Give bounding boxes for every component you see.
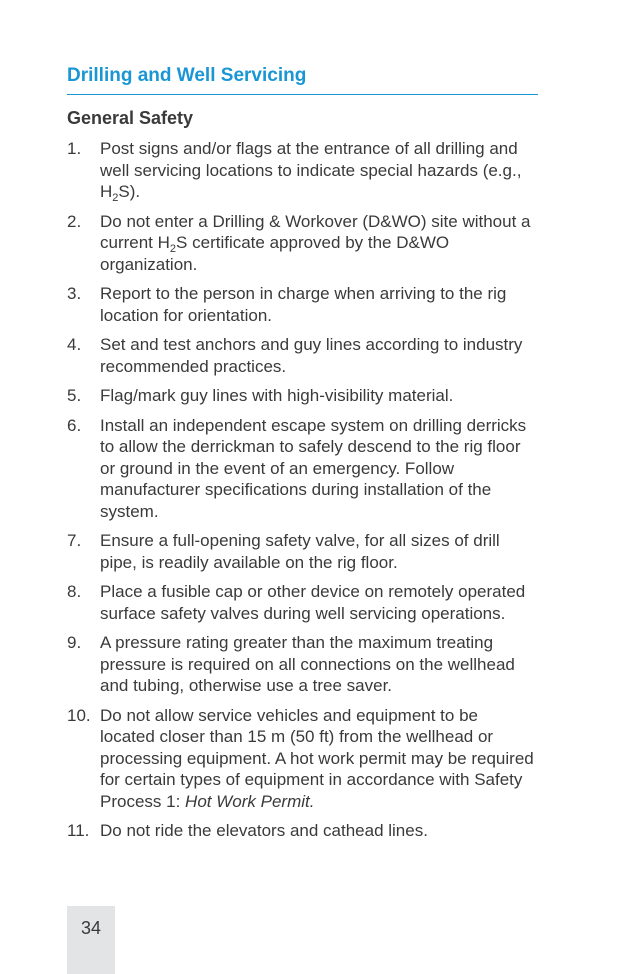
text-run: Place a fusible cap or other device on remotely operated surface safety valves during well servicing operations. — [100, 582, 526, 623]
page-tab — [67, 906, 115, 974]
text-run: S). — [118, 182, 141, 201]
list-item — [67, 581, 537, 624]
text-run: Do not ride the elevators and cathead lines. — [100, 821, 428, 840]
list-item-number: 2. — [67, 211, 82, 231]
list-item-number: 3. — [67, 284, 82, 303]
list-item-number: 7. — [67, 531, 82, 550]
text-run: Post signs and/or flags at the entrance of all drilling and well servicing locations to indicate special hazards (e.g., H — [100, 139, 522, 201]
list-item — [67, 415, 537, 523]
list-item — [67, 385, 537, 407]
text-run: Flag/mark guy lines with high-visibility material. — [100, 386, 454, 405]
text-run: Ensure a full-opening safety valve, for all sizes of drill pipe, is readily available on the rig floor. — [100, 531, 500, 572]
subscript-text: 2 — [169, 243, 177, 255]
list-item-text — [100, 820, 537, 842]
list-item-text — [100, 705, 537, 813]
list-item-text — [100, 632, 537, 697]
list-item-text — [100, 283, 537, 326]
list-item-text — [100, 530, 537, 573]
list-item-number: 5. — [67, 386, 82, 405]
list-item — [67, 530, 537, 573]
subscript-text: 2 — [112, 192, 119, 204]
list-item-text — [100, 211, 537, 276]
text-run: Do not enter a Drilling & Workover (D&WO) site without a current H — [100, 211, 531, 252]
text-run: Set and test anchors and guy lines according to industry recommended practices. — [100, 335, 523, 376]
text-run: A pressure rating greater than the maximum treating pressure is required on all connections on the wellhead and tubing, otherwise use a tree saver. — [100, 633, 515, 695]
text-run: Install an independent escape system on drilling derricks to allow the derrickman to safely descend to the rig floor or ground in the event of an emergency. Follow manufacturer specifications during installation of the system. — [100, 415, 527, 521]
list-item-number: 9. — [67, 633, 82, 652]
list-item-number: 6. — [67, 415, 82, 435]
list-item — [67, 705, 537, 813]
list-item-text — [100, 581, 537, 624]
list-item — [67, 820, 537, 842]
list-item-number: 8. — [67, 582, 82, 601]
text-run: Report to the person in charge when arriving to the rig location for orientation. — [100, 284, 507, 325]
section-title: Drilling and Well Servicing — [67, 64, 538, 95]
safety-list — [67, 138, 537, 850]
list-item-text — [100, 385, 537, 407]
text-run: S certificate approved by the D&WO organization. — [100, 233, 450, 274]
list-item — [67, 211, 537, 276]
sub-title: General Safety — [67, 108, 194, 128]
list-item — [67, 632, 537, 697]
list-item — [67, 283, 537, 326]
list-item-number: 10. — [67, 705, 91, 725]
list-item-text — [100, 415, 537, 523]
list-item-text — [100, 334, 537, 377]
list-item-number: 4. — [67, 335, 82, 354]
list-item — [67, 334, 537, 377]
list-item — [67, 138, 537, 203]
page-number: 34 — [80, 918, 102, 938]
list-item-number: 1. — [67, 139, 82, 158]
text-run: Do not allow service vehicles and equipment to be located closer than 15 m (50 ft) from the wellhead or processing equipment. A hot work permit may be required for certain types of equipment in accordance with Safety Process 1: — [100, 705, 534, 811]
list-item-number: 11. — [67, 821, 90, 840]
italic-text: Hot Work Permit. — [185, 791, 315, 811]
list-item-text — [100, 138, 537, 203]
